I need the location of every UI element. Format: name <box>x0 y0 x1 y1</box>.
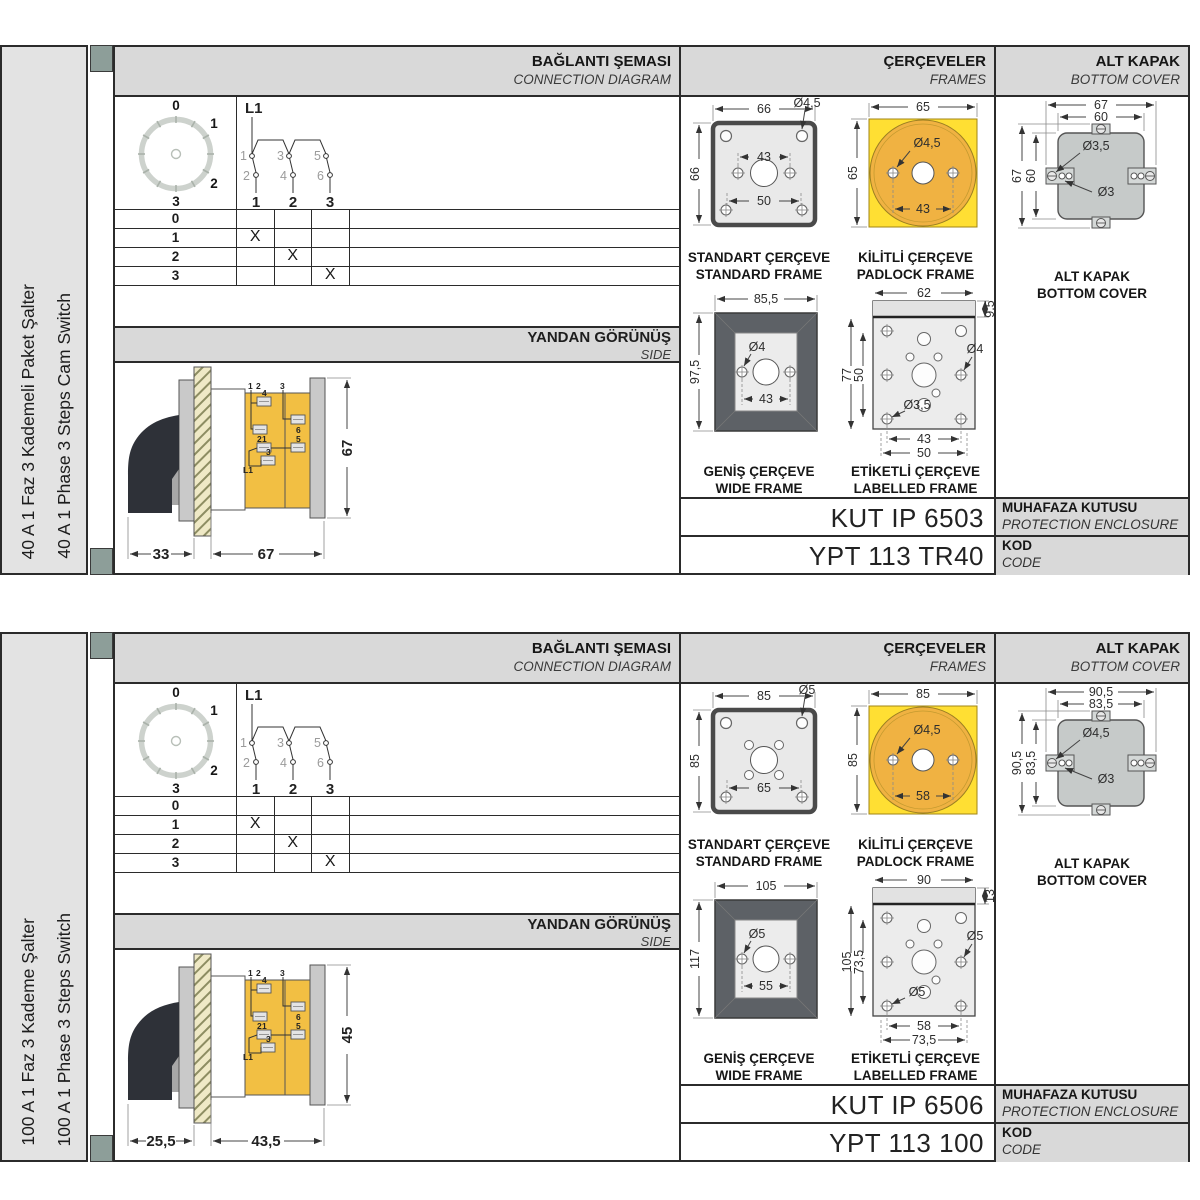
dim-label: 90 <box>917 873 931 887</box>
side-view-header <box>115 326 679 363</box>
table-row <box>115 248 679 267</box>
product-title-en: 40 A 1 Phase 3 Steps Cam Switch <box>54 293 74 559</box>
mark-cell: X <box>237 229 275 247</box>
connection-title-en: CONNECTION DIAGRAM <box>513 71 671 87</box>
wide-frame-drawing <box>681 874 837 1052</box>
body-label: 2 <box>257 1021 262 1031</box>
table-row <box>115 835 679 854</box>
dial-position-2: 2 <box>210 176 218 191</box>
standard-frame-drawing <box>681 97 837 249</box>
mark-cell <box>237 797 275 815</box>
dim-label: 65 <box>916 100 930 114</box>
dim-label: 85 <box>846 753 860 767</box>
padlock-frame-drawing <box>837 684 994 836</box>
dim-label: 65 <box>846 166 860 180</box>
hole-label: Ø4,5 <box>1082 726 1110 740</box>
binder-mark-top <box>90 45 113 72</box>
dim-label: 58 <box>917 1019 931 1033</box>
standard-frame-caption <box>681 250 837 284</box>
dim-label: 90,5 <box>1010 750 1024 776</box>
dim-label: 55 <box>759 979 773 993</box>
frames-header <box>681 634 994 684</box>
body-label: 2 <box>256 968 261 978</box>
frames-title-tr: ÇERÇEVELER <box>883 53 986 70</box>
side-view-drawing <box>115 950 679 1160</box>
datasheet-area <box>113 45 1190 575</box>
body-label: 4 <box>262 388 267 398</box>
switch-handle <box>128 415 179 513</box>
caption-tr: GENİŞ ÇERÇEVE <box>703 1051 815 1066</box>
dial-position-1: 1 <box>210 703 218 718</box>
body-label: L1 <box>243 465 253 475</box>
mark-cell <box>312 229 350 247</box>
body-label: 6 <box>296 425 301 435</box>
dim-label: 45 <box>339 1026 356 1044</box>
enclosure-label <box>994 1086 1188 1122</box>
dim-label: 83,5 <box>1024 750 1038 776</box>
body-label: 5 <box>296 1021 301 1031</box>
switch-dial-drawing <box>115 684 237 796</box>
mark-cell <box>312 835 350 853</box>
body-label: 6 <box>296 1012 301 1022</box>
dial-position-3: 3 <box>172 194 180 209</box>
hole-label: Ø3 <box>1097 772 1115 786</box>
body-label: 3 <box>266 447 271 457</box>
dim-label: 90,5 <box>1088 685 1114 699</box>
dim-height <box>846 119 867 227</box>
contact-label: 2 <box>243 169 250 183</box>
output-label: 1 <box>251 194 261 211</box>
cover-header <box>996 634 1188 684</box>
contact-label: 1 <box>240 736 247 750</box>
wide-frame-drawing <box>681 287 837 465</box>
dim-inner-height <box>852 920 866 1004</box>
filler-cell <box>350 797 680 815</box>
dim-label: 43,5 <box>251 1133 281 1150</box>
code-row <box>681 537 1188 575</box>
dim-height <box>688 710 711 812</box>
dim-label: 50 <box>852 368 866 382</box>
caption-en: BOTTOM COVER <box>1036 872 1147 888</box>
hole-label: Ø3 <box>1097 185 1115 199</box>
caption-en: LABELLED FRAME <box>853 480 978 496</box>
body-label: 2 <box>257 434 262 444</box>
dim-label: 67 <box>1010 169 1024 183</box>
dim-label: 97,5 <box>688 359 702 385</box>
panel-plate-hatched <box>194 954 211 1123</box>
side-title-en: SIDE <box>640 933 671 949</box>
switching-table <box>115 796 679 873</box>
dim-label: 43 <box>917 432 931 446</box>
enclosure-value: KUT IP 6506 <box>830 1090 984 1120</box>
connection-title-en: CONNECTION DIAGRAM <box>513 658 671 674</box>
dim-width <box>715 292 817 311</box>
caption-tr: ALT KAPAK <box>1054 269 1130 284</box>
code-block <box>681 497 1188 575</box>
contact-label: 3 <box>277 149 284 163</box>
mark-cell: X <box>275 835 313 853</box>
switch-handle <box>128 1002 179 1100</box>
dim-label: 85 <box>757 689 771 703</box>
product-title-panel <box>0 632 88 1162</box>
mark-cell <box>312 248 350 266</box>
dial-position-2: 2 <box>210 763 218 778</box>
step-label: 3 <box>115 854 237 872</box>
caption-en: STANDARD FRAME <box>695 853 823 869</box>
bottom-cover-drawing <box>996 97 1188 265</box>
hole-label: Ø3,5 <box>1082 139 1110 153</box>
shaft-section <box>211 976 245 1097</box>
filler-cell <box>350 267 680 285</box>
body-label: 4 <box>262 975 267 985</box>
dim-label: 13 <box>983 889 997 903</box>
code-label-tr: KOD <box>1002 538 1032 553</box>
step-label: 2 <box>115 835 237 853</box>
table-row <box>115 229 679 248</box>
enclosure-label-en: PROTECTION ENCLOSURE <box>1002 516 1179 532</box>
frames-title-tr: ÇERÇEVELER <box>883 640 986 657</box>
dim-height <box>688 313 713 431</box>
hole-label: Ø5 <box>798 683 816 697</box>
connection-header <box>115 47 679 97</box>
step-label: 1 <box>115 816 237 834</box>
dim-label: 9,5 <box>983 300 997 318</box>
mark-cell <box>275 816 313 834</box>
product-block-40a <box>0 45 1200 575</box>
dim-label: 73,5 <box>852 949 866 975</box>
caption-tr: ALT KAPAK <box>1054 856 1130 871</box>
caption-tr: ETİKETLİ ÇERÇEVE <box>850 464 980 479</box>
mark-cell <box>312 816 350 834</box>
code-label-en: CODE <box>1002 554 1042 570</box>
table-row <box>115 210 679 229</box>
padlock-frame-drawing <box>837 97 994 249</box>
mark-cell <box>312 797 350 815</box>
body-label: 2 <box>256 381 261 391</box>
mark-cell: X <box>237 816 275 834</box>
body-label: 1 <box>248 381 253 391</box>
dial-position-1: 1 <box>210 116 218 131</box>
wide-frame-caption <box>681 1051 837 1085</box>
mark-cell <box>237 267 275 285</box>
table-row <box>115 797 679 816</box>
hole-label: Ø5 <box>748 927 766 941</box>
cover-header <box>996 47 1188 97</box>
dim-label: 62 <box>917 286 931 300</box>
dim-label: 67 <box>1094 98 1108 112</box>
dim-label: 67 <box>257 546 275 563</box>
hole-label: Ø4,5 <box>913 723 941 737</box>
side-title-tr: YANDAN GÖRÜNÜŞ <box>527 916 671 933</box>
dim-label: 85,5 <box>753 292 779 306</box>
padlock-frame-caption <box>837 837 994 871</box>
enclosure-value: KUT IP 6503 <box>830 503 984 533</box>
code-label <box>994 1124 1188 1162</box>
table-row <box>115 816 679 835</box>
enclosure-label-tr: MUHAFAZA KUTUSU <box>1002 500 1138 515</box>
back-plate <box>310 965 325 1105</box>
dim-width <box>875 286 973 300</box>
product-block-100a <box>0 632 1200 1162</box>
contact-label: 1 <box>240 149 247 163</box>
enclosure-row <box>681 1086 1188 1124</box>
dim-width <box>869 687 977 704</box>
caption-tr: STANDART ÇERÇEVE <box>687 250 831 265</box>
shaft-section <box>211 389 245 510</box>
contact-label: 5 <box>314 149 321 163</box>
switch-dial-cell <box>115 97 237 209</box>
dim-handle-depth <box>128 1104 194 1150</box>
side-title-tr: YANDAN GÖRÜNÜŞ <box>527 329 671 346</box>
dim-width <box>869 100 977 117</box>
product-title-tr: 40 A 1 Faz 3 Kademeli Paket Şalter <box>18 283 38 559</box>
dim-label: 117 <box>688 949 702 969</box>
mark-cell <box>237 248 275 266</box>
dim-label: 43 <box>916 202 930 216</box>
filler-cell <box>350 248 680 266</box>
contact-label: 2 <box>243 756 250 770</box>
dial-position-0: 0 <box>172 685 180 700</box>
caption-en: BOTTOM COVER <box>1036 285 1147 301</box>
binder-mark-top <box>90 632 113 659</box>
enclosure-label-tr: MUHAFAZA KUTUSU <box>1002 1087 1138 1102</box>
dim-label: 83,5 <box>1088 697 1114 711</box>
caption-tr: KİLİTLİ ÇERÇEVE <box>858 837 973 852</box>
dim-label: 43 <box>759 392 773 406</box>
code-label-en: CODE <box>1002 1141 1042 1157</box>
side-view-header <box>115 913 679 950</box>
body-label: 1 <box>262 434 267 444</box>
mark-cell: X <box>312 854 350 872</box>
dial-position-0: 0 <box>172 98 180 113</box>
frames-title-en: FRAMES <box>929 658 986 674</box>
step-label: 3 <box>115 267 237 285</box>
body-label: 3 <box>266 1034 271 1044</box>
step-label: 0 <box>115 797 237 815</box>
dim-label: 60 <box>1094 110 1108 124</box>
dim-height <box>688 123 711 225</box>
datasheet-area <box>113 632 1190 1162</box>
caption-en: PADLOCK FRAME <box>856 853 975 869</box>
mark-cell <box>275 797 313 815</box>
contact-label: 6 <box>317 169 324 183</box>
dim-label: 50 <box>917 446 931 460</box>
bottom-cover-caption <box>996 269 1188 303</box>
bottom-cover-drawing <box>996 684 1188 852</box>
caption-tr: GENİŞ ÇERÇEVE <box>703 464 815 479</box>
dim-label: 58 <box>916 789 930 803</box>
contact-label: 3 <box>277 736 284 750</box>
hole-label: Ø5 <box>908 985 926 999</box>
frames-title-en: FRAMES <box>929 71 986 87</box>
cover-title-tr: ALT KAPAK <box>1095 640 1180 657</box>
dim-label: 85 <box>688 754 702 768</box>
code-row <box>681 1124 1188 1162</box>
code-value: YPT 113 100 <box>829 1128 984 1158</box>
body-label: 1 <box>248 968 253 978</box>
switch-dial-drawing <box>115 97 237 209</box>
code-label-tr: KOD <box>1002 1125 1032 1140</box>
output-label: 1 <box>251 781 261 798</box>
labelled-frame-drawing <box>837 873 997 1052</box>
back-plate <box>310 378 325 518</box>
table-row <box>115 267 679 286</box>
connection-title-tr: BAĞLANTI ŞEMASI <box>531 640 671 657</box>
dim-body-depth <box>211 513 324 563</box>
contact-label: 5 <box>314 736 321 750</box>
hole-label: Ø4 <box>748 340 766 354</box>
dim-label: 105 <box>840 951 854 973</box>
product-title-tr: 100 A 1 Faz 3 Kademe Şalter <box>18 918 38 1146</box>
hole-label: Ø4,5 <box>913 136 941 150</box>
dim-label: 65 <box>757 781 771 795</box>
mark-cell: X <box>275 248 313 266</box>
dim-label: 33 <box>152 546 170 563</box>
bottom-cover-caption <box>996 856 1188 890</box>
front-plate <box>179 967 194 1108</box>
dim-label: 25,5 <box>146 1133 176 1150</box>
caption-tr: STANDART ÇERÇEVE <box>687 837 831 852</box>
body-label: 5 <box>296 434 301 444</box>
dim-width <box>875 873 973 887</box>
mark-cell <box>275 210 313 228</box>
standard-frame-drawing <box>681 684 837 836</box>
cover-title-en: BOTTOM COVER <box>1070 71 1180 87</box>
connection-circuit-drawing <box>237 684 681 796</box>
mark-cell <box>275 854 313 872</box>
cover-title-en: BOTTOM COVER <box>1070 658 1180 674</box>
filler-cell <box>350 854 680 872</box>
filler-cell <box>350 835 680 853</box>
filler-cell <box>350 210 680 228</box>
enclosure-label-en: PROTECTION ENCLOSURE <box>1002 1103 1179 1119</box>
mark-cell <box>237 854 275 872</box>
code-label <box>994 537 1188 575</box>
body-label: 1 <box>262 1021 267 1031</box>
step-label: 2 <box>115 248 237 266</box>
labelled-frame-caption <box>837 464 994 498</box>
dim-label: 50 <box>757 194 771 208</box>
front-plate <box>179 380 194 521</box>
phase-label: L1 <box>245 687 263 704</box>
contact-label: 6 <box>317 756 324 770</box>
labelled-frame-caption <box>837 1051 994 1085</box>
dim-strip <box>977 888 997 904</box>
wide-frame-caption <box>681 464 837 498</box>
dim-height <box>846 706 867 814</box>
dim-strip <box>977 300 997 317</box>
step-label: 1 <box>115 229 237 247</box>
product-title-en: 100 A 1 Phase 3 Steps Switch <box>54 912 74 1146</box>
side-view-drawing <box>115 363 679 573</box>
mark-cell <box>237 210 275 228</box>
dim-body-depth <box>211 1100 324 1150</box>
phase-label: L1 <box>245 100 263 117</box>
body-label: 3 <box>280 381 285 391</box>
dim-label: 66 <box>757 102 771 116</box>
side-title-en: SIDE <box>640 346 671 362</box>
dim-label: 67 <box>339 439 356 457</box>
padlock-frame-caption <box>837 250 994 284</box>
filler-cell <box>350 816 680 834</box>
binder-mark-bottom <box>90 548 113 575</box>
dim-label: 77 <box>840 368 854 382</box>
caption-en: WIDE FRAME <box>715 1067 803 1083</box>
hole-label: Ø3,5 <box>903 398 931 412</box>
mark-cell <box>312 210 350 228</box>
switch-dial-cell <box>115 684 237 796</box>
dim-inner-height <box>852 333 866 417</box>
body-label: L1 <box>243 1052 253 1062</box>
switching-table <box>115 209 679 286</box>
dim-width <box>715 879 817 898</box>
panel-plate-hatched <box>194 367 211 536</box>
dial-position-3: 3 <box>172 781 180 796</box>
connection-header <box>115 634 679 684</box>
mark-cell <box>275 267 313 285</box>
enclosure-row <box>681 499 1188 537</box>
code-block <box>681 1084 1188 1162</box>
enclosure-label <box>994 499 1188 535</box>
caption-tr: ETİKETLİ ÇERÇEVE <box>850 1051 980 1066</box>
cover-title-tr: ALT KAPAK <box>1095 53 1180 70</box>
dim-body-height <box>327 378 356 518</box>
contact-label: 4 <box>280 169 287 183</box>
standard-frame-caption <box>681 837 837 871</box>
mark-cell <box>275 229 313 247</box>
connection-title-tr: BAĞLANTI ŞEMASI <box>531 53 671 70</box>
mark-cell <box>237 835 275 853</box>
dim-height <box>688 900 713 1018</box>
hole-label: Ø4,5 <box>793 96 821 110</box>
dim-label: 43 <box>757 150 771 164</box>
output-label: 3 <box>325 781 335 798</box>
output-label: 3 <box>325 194 335 211</box>
frames-header <box>681 47 994 97</box>
dim-label: 73,5 <box>911 1033 937 1047</box>
caption-en: PADLOCK FRAME <box>856 266 975 282</box>
binder-mark-bottom <box>90 1135 113 1162</box>
labelled-frame-drawing <box>837 286 997 465</box>
caption-en: WIDE FRAME <box>715 480 803 496</box>
table-row <box>115 854 679 873</box>
dim-handle-depth <box>128 517 194 563</box>
hole-label: Ø5 <box>966 929 984 943</box>
step-label: 0 <box>115 210 237 228</box>
mark-cell: X <box>312 267 350 285</box>
output-label: 2 <box>288 781 298 798</box>
product-title-panel <box>0 45 88 575</box>
filler-cell <box>350 229 680 247</box>
caption-tr: KİLİTLİ ÇERÇEVE <box>858 250 973 265</box>
dim-label: 60 <box>1024 169 1038 183</box>
contact-label: 4 <box>280 756 287 770</box>
caption-en: STANDARD FRAME <box>695 266 823 282</box>
dim-label: 66 <box>688 167 702 181</box>
dim-body-height <box>327 965 356 1105</box>
dim-label: 85 <box>916 687 930 701</box>
dim-label: 105 <box>755 879 777 893</box>
code-value: YPT 113 TR40 <box>808 541 984 571</box>
output-label: 2 <box>288 194 298 211</box>
hole-label: Ø4 <box>966 342 984 356</box>
connection-circuit-drawing <box>237 97 681 209</box>
body-label: 3 <box>280 968 285 978</box>
caption-en: LABELLED FRAME <box>853 1067 978 1083</box>
